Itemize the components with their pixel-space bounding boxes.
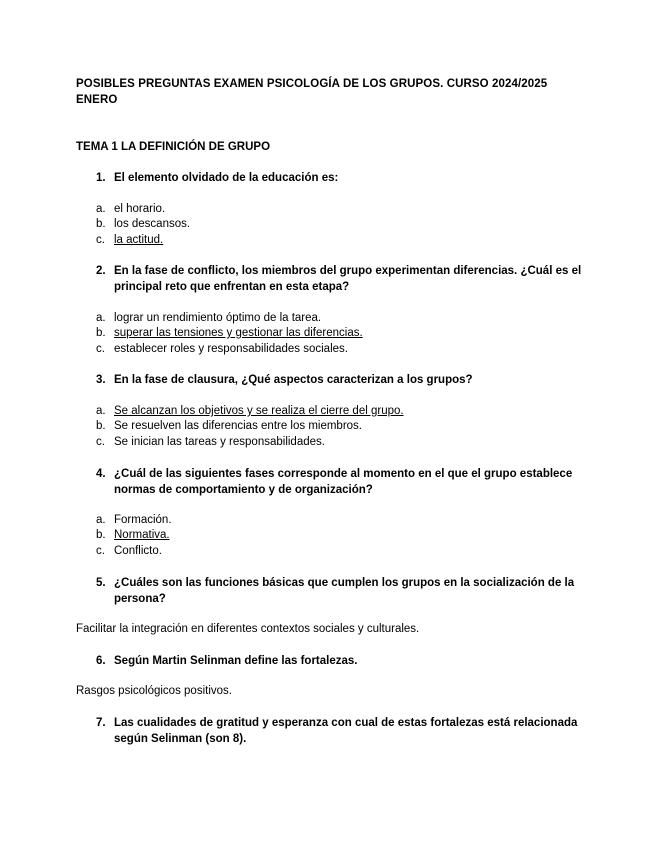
question-number: 5. (96, 577, 106, 589)
option-1c (96, 233, 163, 248)
question-text: El elemento olvidado de la educación es: (114, 172, 339, 184)
option-letter: c. (96, 545, 105, 557)
question-2 (96, 263, 586, 295)
option-letter: b. (96, 529, 106, 541)
question-3 (96, 372, 586, 388)
option-letter: a. (96, 514, 106, 526)
option-letter: a. (96, 405, 106, 417)
option-2b (96, 326, 363, 341)
question-number: 4. (96, 468, 106, 480)
option-3b (96, 419, 362, 434)
option-text: los descansos. (114, 218, 191, 230)
option-text: Se inician las tareas y responsabilidades. (114, 436, 325, 448)
question-number: 7. (96, 717, 106, 729)
option-text: Se resuelven las diferencias entre los miembros. (114, 420, 363, 432)
question-number: 2. (96, 265, 106, 277)
answer-6: Rasgos psicológicos positivos. (76, 685, 232, 697)
option-letter: a. (96, 203, 106, 215)
option-letter: c. (96, 234, 105, 246)
correct-option-text: Normativa. (114, 529, 170, 541)
option-letter: c. (96, 436, 105, 448)
document-title: POSIBLES PREGUNTAS EXAMEN PSICOLOGÍA DE LOS GRUPOS. CURSO 2024/2025 ENERO (76, 78, 548, 106)
option-3a (96, 404, 404, 419)
option-4b (96, 528, 170, 543)
correct-option-text: Se alcanzan los objetivos y se realiza el cierre del grupo. (114, 405, 404, 417)
question-1 (96, 170, 586, 186)
option-text: Conflicto. (114, 545, 162, 557)
correct-option-text: la actitud. (114, 234, 164, 246)
option-4c (96, 544, 162, 559)
question-text: En la fase de conflicto, los miembros del grupo experimentan diferencias. ¿Cuál es el principal reto que enfrentan en esta etapa? (114, 265, 582, 293)
question-text: En la fase de clausura, ¿Qué aspectos caracterizan a los grupos? (114, 374, 473, 386)
correct-option-text: superar las tensiones y gestionar las diferencias. (114, 327, 363, 339)
option-letter: c. (96, 343, 105, 355)
option-letter: a. (96, 312, 106, 324)
question-4 (96, 466, 586, 498)
question-7 (96, 715, 586, 747)
option-text: establecer roles y responsabilidades sociales. (114, 343, 348, 355)
question-number: 3. (96, 374, 106, 386)
option-text: Formación. (114, 514, 172, 526)
option-2c (96, 342, 348, 357)
option-text: lograr un rendimiento óptimo de la tarea. (114, 312, 322, 324)
option-1b (96, 217, 190, 232)
option-1a (96, 202, 165, 217)
option-4a (96, 513, 172, 528)
question-text: ¿Cuáles son las funciones básicas que cumplen los grupos en la socialización de la persona? (114, 577, 575, 605)
question-6 (96, 653, 586, 669)
option-text: el horario. (114, 203, 166, 215)
option-letter: b. (96, 218, 106, 230)
topic-heading: TEMA 1 LA DEFINICIÓN DE GRUPO (76, 141, 271, 153)
question-text: Las cualidades de gratitud y esperanza con cual de estas fortalezas está relacionada según Selinman (son 8). (114, 717, 578, 745)
option-3c (96, 435, 325, 450)
option-2a (96, 311, 321, 326)
answer-5: Facilitar la integración en diferentes contextos sociales y culturales. (76, 623, 420, 635)
question-text: Según Martin Selinman define las fortalezas. (114, 655, 358, 667)
question-5 (96, 575, 586, 607)
question-number: 6. (96, 655, 106, 667)
option-letter: b. (96, 327, 106, 339)
question-number: 1. (96, 172, 106, 184)
option-letter: b. (96, 420, 106, 432)
question-text: ¿Cuál de las siguientes fases corresponde al momento en el que el grupo establece normas de comportamiento y de organización? (114, 468, 573, 496)
